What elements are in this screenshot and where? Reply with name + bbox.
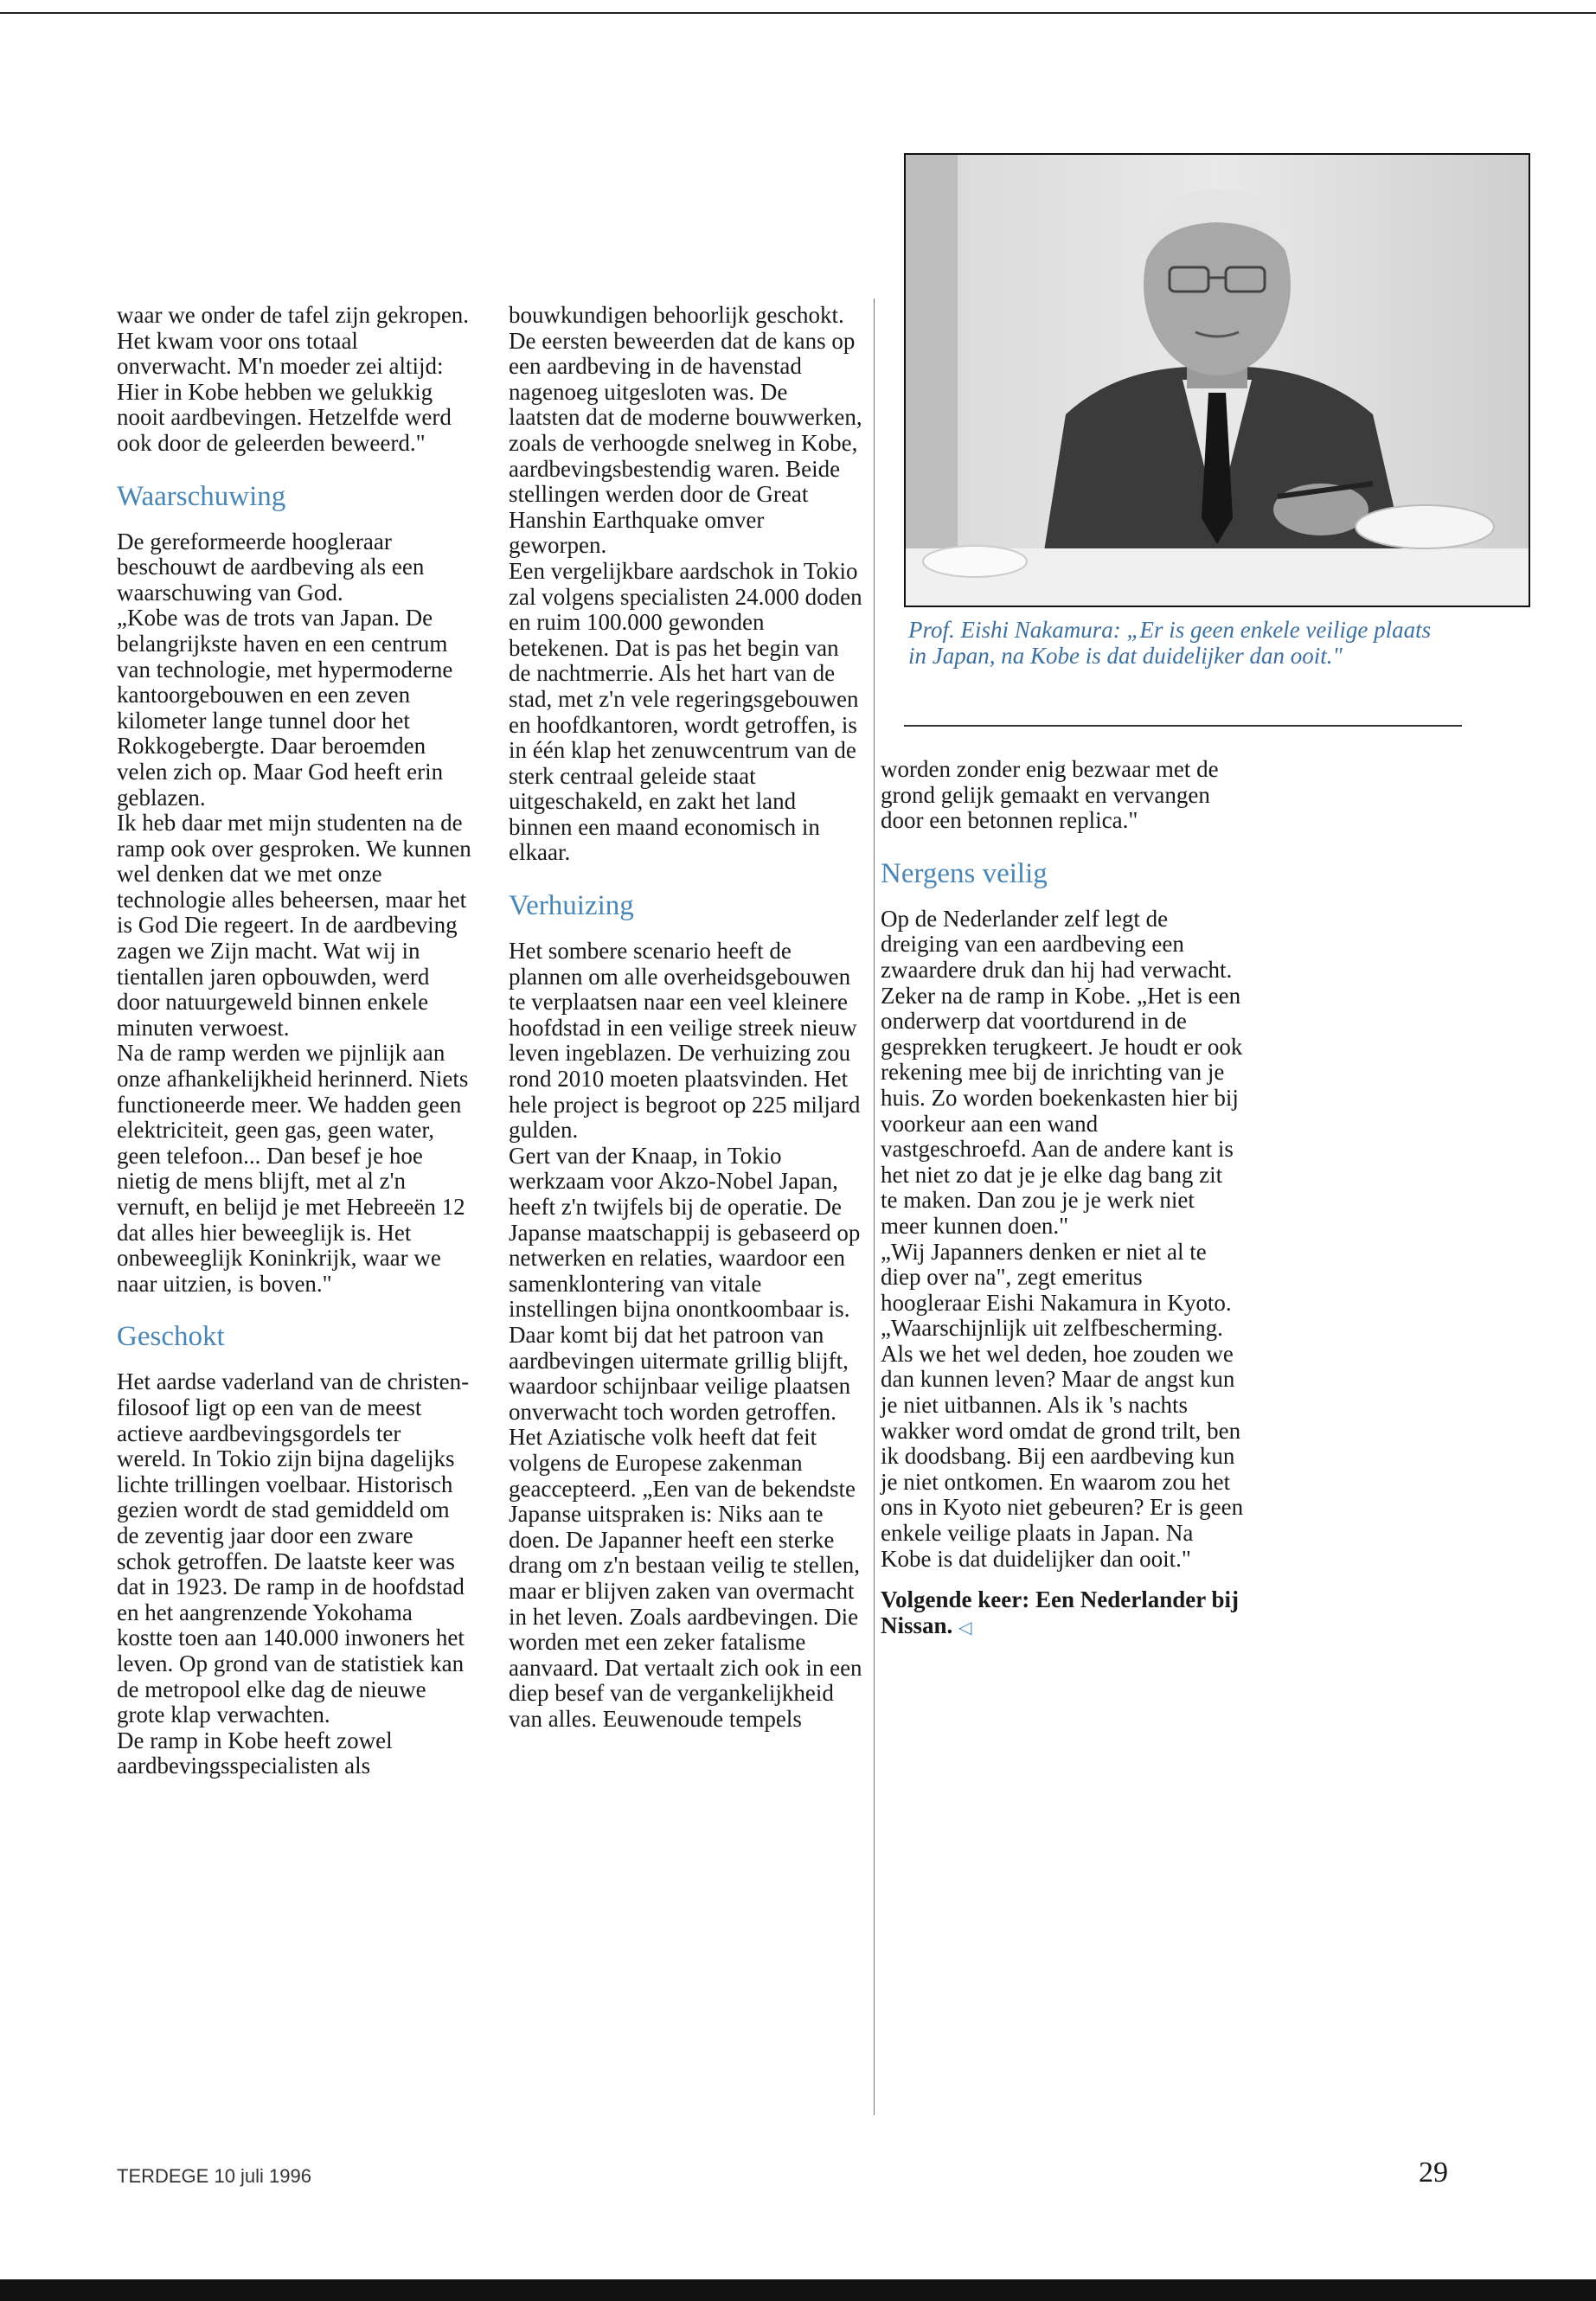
section-heading-waarschuwing: Waarschuwing <box>117 480 286 512</box>
page-number: 29 <box>1419 2157 1448 2189</box>
bottom-band <box>0 2279 1596 2301</box>
section-heading-geschokt: Geschokt <box>117 1321 225 1353</box>
paragraph: „Kobe was de trots van Japan. De belangrijkste haven en een centrum van technologie, met hypermoderne kantoorgebouwen en een zeven kilometer lange tunnel door het Rokkogebergte. Daar beroemden velen zich op. Maar God heeft erin geblazen. <box>117 605 453 811</box>
photo-caption: Prof. Eishi Nakamura: „Er is geen enkele veilige plaats in Japan, na Kobe is dat duidelijker dan ooit." <box>908 617 1432 669</box>
paragraph: Gert van der Knaap, in Tokio werkzaam voor Akzo-Nobel Japan, heeft z'n twijfels bij de operatie. De Japanse maatschappij is gebaseerd op netwerken en relaties, waardoor een samenklontering van vitale instellingen bijna onontkoombaar is. Daar komt bij dat het patroon van aardbevingen uitermate grillig blijft, waardoor schijnbaar veilige plaatsen onverwacht toch worden getroffen. <box>509 1142 861 1425</box>
article-column-3 <box>881 757 1244 1641</box>
paragraph: „Wij Japanners denken er niet al te diep over na", zegt emeritus hoogleraar Eishi Nakamura in Kyoto. „Waarschijnlijk uit zelfbescherming. Als we het wel deden, hoe zouden we dan kunnen leven? Maar de angst kun je niet uitbannen. Als ik 's nachts wakker word omdat de grond trilt, ben ik doodsbang. Bij een aardbeving kun je niet ontkomen. En waarom zou het ons in Kyoto niet gebeuren? Er is geen enkele veilige plaats in Japan. Na Kobe is dat duidelijker dan ooit." <box>881 1238 1244 1572</box>
paragraph: Op de Nederlander zelf legt de dreiging van een aardbeving een zwaardere druk dan hij had verwacht. Zeker na de ramp in Kobe. „Het is een onderwerp dat voortdurend in de gesprekken terugkeert. Je houdt er ook rekening mee bij de inrichting van je huis. Zo worden boekenkasten hier bij voorkeur aan een wand vastgeschroefd. Aan de andere kant is het niet zo dat je je elke dag bang zit te maken. Dan zou je je werk niet meer kunnen doen." <box>881 905 1243 1239</box>
paragraph: Het sombere scenario heeft de plannen om alle overheidsgebouwen te verplaatsen naar een veel kleinere hoofdstad in een veilige streek nieuw leven ingeblazen. De verhuizing zou rond 2010 moeten plaatsvinden. Het hele project is begroot op 225 miljard gulden. <box>509 938 861 1144</box>
paragraph: Na de ramp werden we pijnlijk aan onze afhankelijkheid herinnerd. Niets functioneerde meer. We hadden geen elektriciteit, geen gas, geen water, geen telefoon... Dan besef je hoe nietig de mens blijft, met al z'n vernuft, en belijd je met Hebreeën 12 dat alles hier beweeglijk is. Het onbeweeglijk Koninkrijk, waar we naar uitzien, is boven." <box>117 1040 469 1297</box>
paragraph: De ramp in Kobe heeft zowel aardbevingsspecialisten als <box>117 1727 393 1779</box>
portrait-illustration <box>906 155 1529 606</box>
closing-note <box>881 1587 1244 1641</box>
end-mark-icon: ◁ <box>958 1618 972 1638</box>
paragraph: bouwkundigen behoorlijk geschokt. De eersten beweerden dat de kans op een aardbeving in de havenstad nagenoeg uitgesloten was. De laatsten dat de moderne bouwwerken, zoals de verhoogde snelweg in Kobe, aardbevingsbestendig waren. Beide stellingen werden door de Great Hanshin Earthquake omver geworpen. <box>509 302 862 559</box>
article-column-2 <box>509 303 863 1732</box>
column-divider <box>874 298 875 2115</box>
paragraph: waar we onder de tafel zijn gekropen. Het kwam voor ons totaal onverwacht. M'n moeder zei altijd: Hier in Kobe hebben we gelukkig nooit aardbevingen. Hetzelfde werd ook door de geleerden beweerd." <box>117 302 470 456</box>
paragraph: De gereformeerde hoogleraar beschouwt de aardbeving als een waarschuwing van God. <box>117 528 425 606</box>
portrait-photo <box>904 153 1530 607</box>
paragraph: Het aardse vaderland van de christen-filosoof ligt op een van de meest actieve aardbevingsgordels ter wereld. In Tokio zijn bijna dagelijks lichte trillingen voelbaar. Historisch gezien wordt de stad gemiddeld om de zeventig jaar door een zware schok getroffen. De laatste keer was dat in 1923. De ramp in de hoofdstad en het aangrenzende Yokohama kostte toen aan 140.000 inwoners het leven. Op grond van de statistiek kan de metropool elke dag de nieuwe grote klap verwachten. <box>117 1368 470 1728</box>
article-column-1 <box>117 303 473 1779</box>
paragraph: Ik heb daar met mijn studenten na de ramp ook over gesproken. We kunnen wel denken dat we met onze technologie alles beheersen, maar het is God Die regeert. In de aardbeving zagen we Zijn macht. Wat wij in tientallen jaren opbouwden, werd door natuurgeweld binnen enkele minuten verwoest. <box>117 810 471 1041</box>
caption-rule <box>904 725 1462 727</box>
paragraph: Het Aziatische volk heeft dat feit volgens de Europese zakenman geaccepteerd. „Een van de bekendste Japanse uitspraken is: Niks aan te doen. De Japanner heeft een sterke drang om z'n bestaan veilig te stellen, maar er blijven zaken van overmacht in het leven. Zoals aardbevingen. Die worden met een zeker fatalisme aanvaard. Dat vertaalt zich ook in een diep besef van de vergankelijkheid van alles. Eeuwenoude tempels <box>509 1424 862 1732</box>
paragraph: worden zonder enig bezwaar met de grond gelijk gemaakt en vervangen door een betonnen replica." <box>881 756 1219 834</box>
section-heading-nergens-veilig: Nergens veilig <box>881 857 1048 889</box>
footer-publication: TERDEGE 10 juli 1996 <box>117 2165 311 2187</box>
paragraph: Een vergelijkbare aardschok in Tokio zal volgens specialisten 24.000 doden en ruim 100.000 gewonden betekenen. Dat is pas het begin van de nachtmerrie. Als het hart van de stad, met z'n vele regeringsgebouwen en hoofdkantoren, wordt getroffen, is in één klap het zenuwcentrum van de sterk centraal geleide staat uitgeschakeld, en zakt het land binnen een maand economisch in elkaar. <box>509 557 862 866</box>
closing-note-text: Volgende keer: Een Nederlander bij Nissan. <box>881 1586 1239 1638</box>
top-rule <box>0 12 1596 14</box>
section-heading-verhuizing: Verhuizing <box>509 890 634 922</box>
